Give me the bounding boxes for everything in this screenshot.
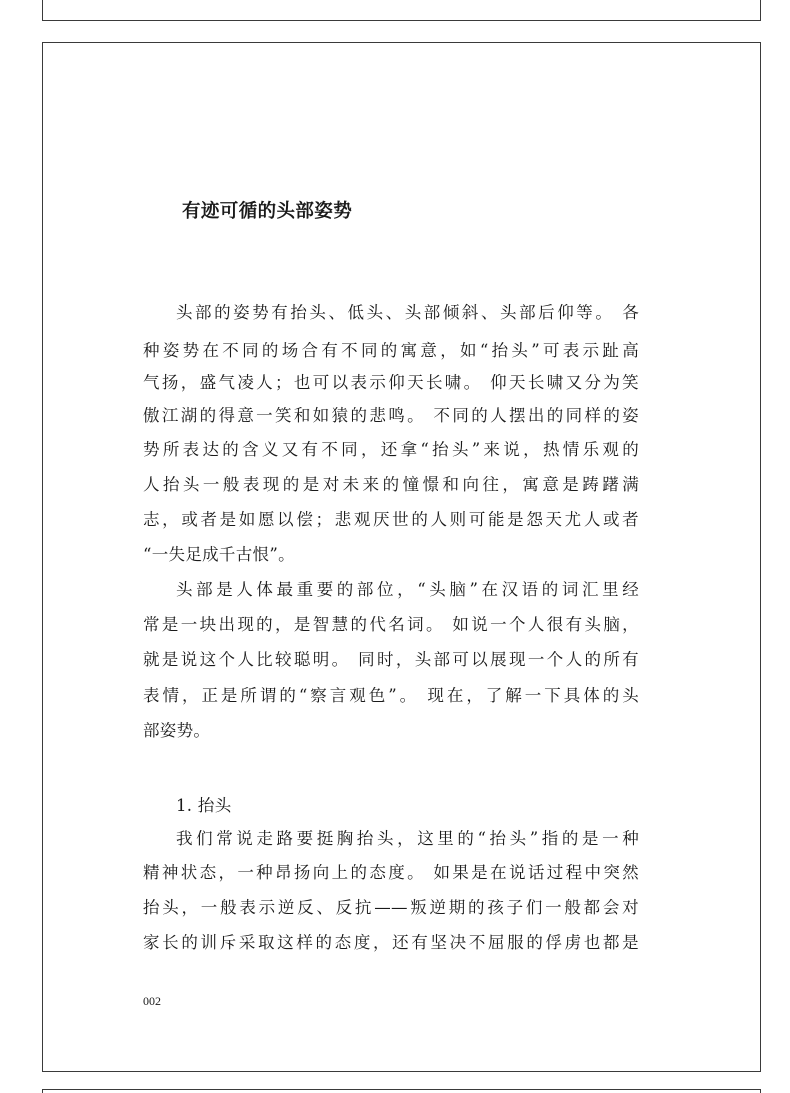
text-line: 我们常说走路要挺胸抬头，这里的“抬头”指的是一种 bbox=[176, 829, 639, 848]
next-page-frame bbox=[42, 1089, 761, 1093]
page-number: 002 bbox=[143, 994, 161, 1008]
text-line: 就是说这个人比较聪明。 同时，头部可以展现一个人的所有 bbox=[143, 650, 639, 669]
text-line: 气扬，盛气凌人；也可以表示仰天长啸。 仰天长啸又分为笑 bbox=[143, 373, 639, 392]
text-line: 头部的姿势有抬头、低头、头部倾斜、头部后仰等。 各 bbox=[176, 303, 639, 322]
text-line: “一失足成千古恨”。 bbox=[143, 545, 295, 564]
text-line: 抬头，一般表示逆反、反抗——叛逆期的孩子们一般都会对 bbox=[143, 898, 639, 917]
text-line: 傲江湖的得意一笑和如猿的悲鸣。 不同的人摆出的同样的姿 bbox=[143, 406, 639, 425]
text-line: 头部是人体最重要的部位，“头脑”在汉语的词汇里经 bbox=[176, 580, 639, 599]
text-line: 表情，正是所谓的“察言观色”。 现在，了解一下具体的头 bbox=[143, 686, 639, 705]
text-line: 常是一块出现的，是智慧的代名词。 如说一个人很有头脑， bbox=[143, 615, 639, 634]
page-title: 有迹可循的头部姿势 bbox=[182, 201, 353, 222]
text-line: 家长的训斥采取这样的态度，还有坚决不屈服的俘虏也都是 bbox=[143, 933, 639, 952]
text-line: 部姿势。 bbox=[143, 721, 211, 740]
text-line: 精神状态，一种昂扬向上的态度。 如果是在说话过程中突然 bbox=[143, 863, 639, 882]
text-line: 人抬头一般表现的是对未来的憧憬和向往，寓意是踌躇满 bbox=[143, 475, 639, 494]
text-line: 志，或者是如愿以偿；悲观厌世的人则可能是怨天尤人或者 bbox=[143, 510, 639, 529]
section-heading: 1. 抬头 bbox=[176, 796, 232, 815]
text-line: 种姿势在不同的场合有不同的寓意，如“抬头”可表示趾高 bbox=[143, 341, 639, 360]
previous-page-frame bbox=[42, 0, 761, 21]
text-line: 势所表达的含义又有不同，还拿“抬头”来说，热情乐观的 bbox=[143, 440, 639, 459]
